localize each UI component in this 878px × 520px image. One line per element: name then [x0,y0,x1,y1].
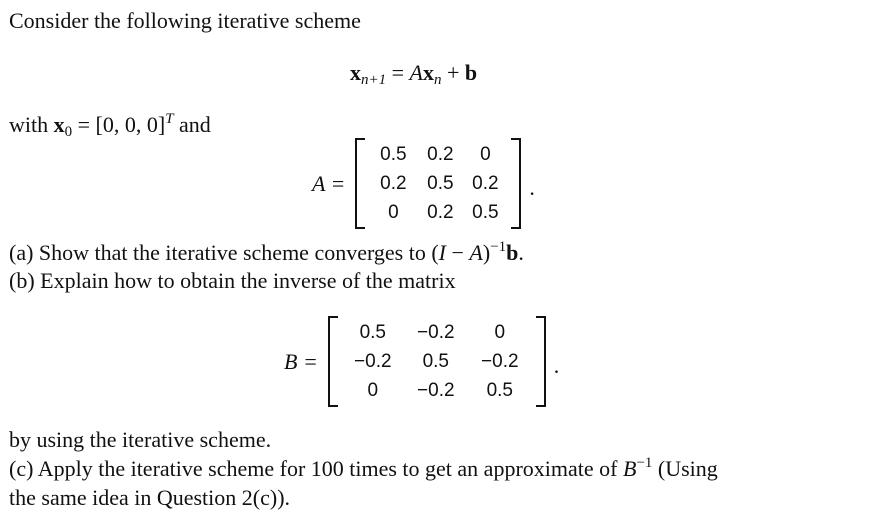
scheme-xn: x [423,60,434,85]
scheme-equals: = [391,60,405,85]
by-using-text: by using the iterative scheme. [9,427,272,452]
part-a-inverse-sup: −1 [490,239,507,255]
matrix-b-label: B = [284,348,318,374]
matrix-a-cell-r2-c2: 0.5 [427,173,454,194]
init-transpose: T [165,111,174,127]
part-a-A: A [469,240,483,265]
matrix-a-period: . [529,174,535,200]
matrix-b-block [284,316,559,407]
matrix-b-grid [338,318,536,405]
part-c-line-2: the same idea in Question 2(c)). [9,485,291,510]
init-x: x [53,112,65,137]
matrix-a-cell-r2-c1: 0.2 [380,173,407,194]
part-a-b: b [506,240,519,265]
init-vector: [0, 0, 0] [95,112,166,137]
scheme-x: x [350,60,361,85]
matrix-b-left-bracket [328,316,338,407]
matrix-b-cell-r3-c3: 0.5 [486,380,513,401]
matrix-b-cell-r1-c1: 0.5 [359,322,386,343]
part-a-I: I [438,240,446,265]
part-a-minus: − [446,240,470,265]
matrix-a-grid [365,140,511,227]
scheme-subscript-n-plus-1: n+1 [361,72,387,88]
matrix-a-cell-r1-c3: 0 [480,144,491,165]
part-c-line-1 [9,456,718,482]
matrix-b-cell-r2-c3: −0.2 [481,351,519,372]
scheme-b: b [464,60,478,85]
matrix-a-cell-r2-c3: 0.2 [472,173,499,194]
part-c-B: B [622,456,637,481]
matrix-a-label: A = [312,170,346,196]
matrix-b-cell-r3-c2: −0.2 [417,380,455,401]
matrix-a-left-bracket [355,138,365,229]
scheme-equation [350,60,477,86]
matrix-a-right-bracket [511,138,521,229]
part-b-text: (b) Explain how to obtain the inverse of the matrix [9,268,456,293]
matrix-a-cell-r3-c1: 0 [388,202,399,223]
matrix-b-cell-r3-c1: 0 [367,380,379,401]
part-a-text [9,240,524,266]
part-a-end: . [518,240,524,265]
part-a-prefix: (a) Show that the iterative scheme converges to ( [9,240,439,265]
matrix-a-cell-r3-c2: 0.2 [427,202,454,223]
init-with: with [9,112,49,137]
matrix-b-cell-r1-c2: −0.2 [417,322,455,343]
part-c-prefix: (c) Apply the iterative scheme for 100 times to get an approximate of [9,456,623,481]
init-and: and [179,112,211,137]
init-equals: = [77,112,91,137]
scheme-subscript-n: n [434,72,442,88]
initial-condition [9,112,211,138]
init-subscript-0: 0 [64,124,73,140]
matrix-b-cell-r2-c2: 0.5 [422,351,449,372]
matrix-a-block [312,138,535,229]
part-c-suffix: (Using [652,456,718,481]
matrix-a-cell-r1-c1: 0.5 [380,144,407,165]
matrix-b-period: . [553,352,560,378]
matrix-b-cell-r1-c3: 0 [494,322,506,343]
matrix-b-cell-r2-c1: −0.2 [354,351,392,372]
part-c-inverse-sup: −1 [636,455,653,471]
scheme-A: A [409,60,423,85]
intro-text: Consider the following iterative scheme [9,8,361,33]
scheme-plus: + [447,60,460,85]
part-a-close: ) [482,240,491,265]
matrix-b-right-bracket [536,316,546,407]
matrix-a-cell-r1-c2: 0.2 [427,144,454,165]
matrix-a-cell-r3-c3: 0.5 [472,202,499,223]
